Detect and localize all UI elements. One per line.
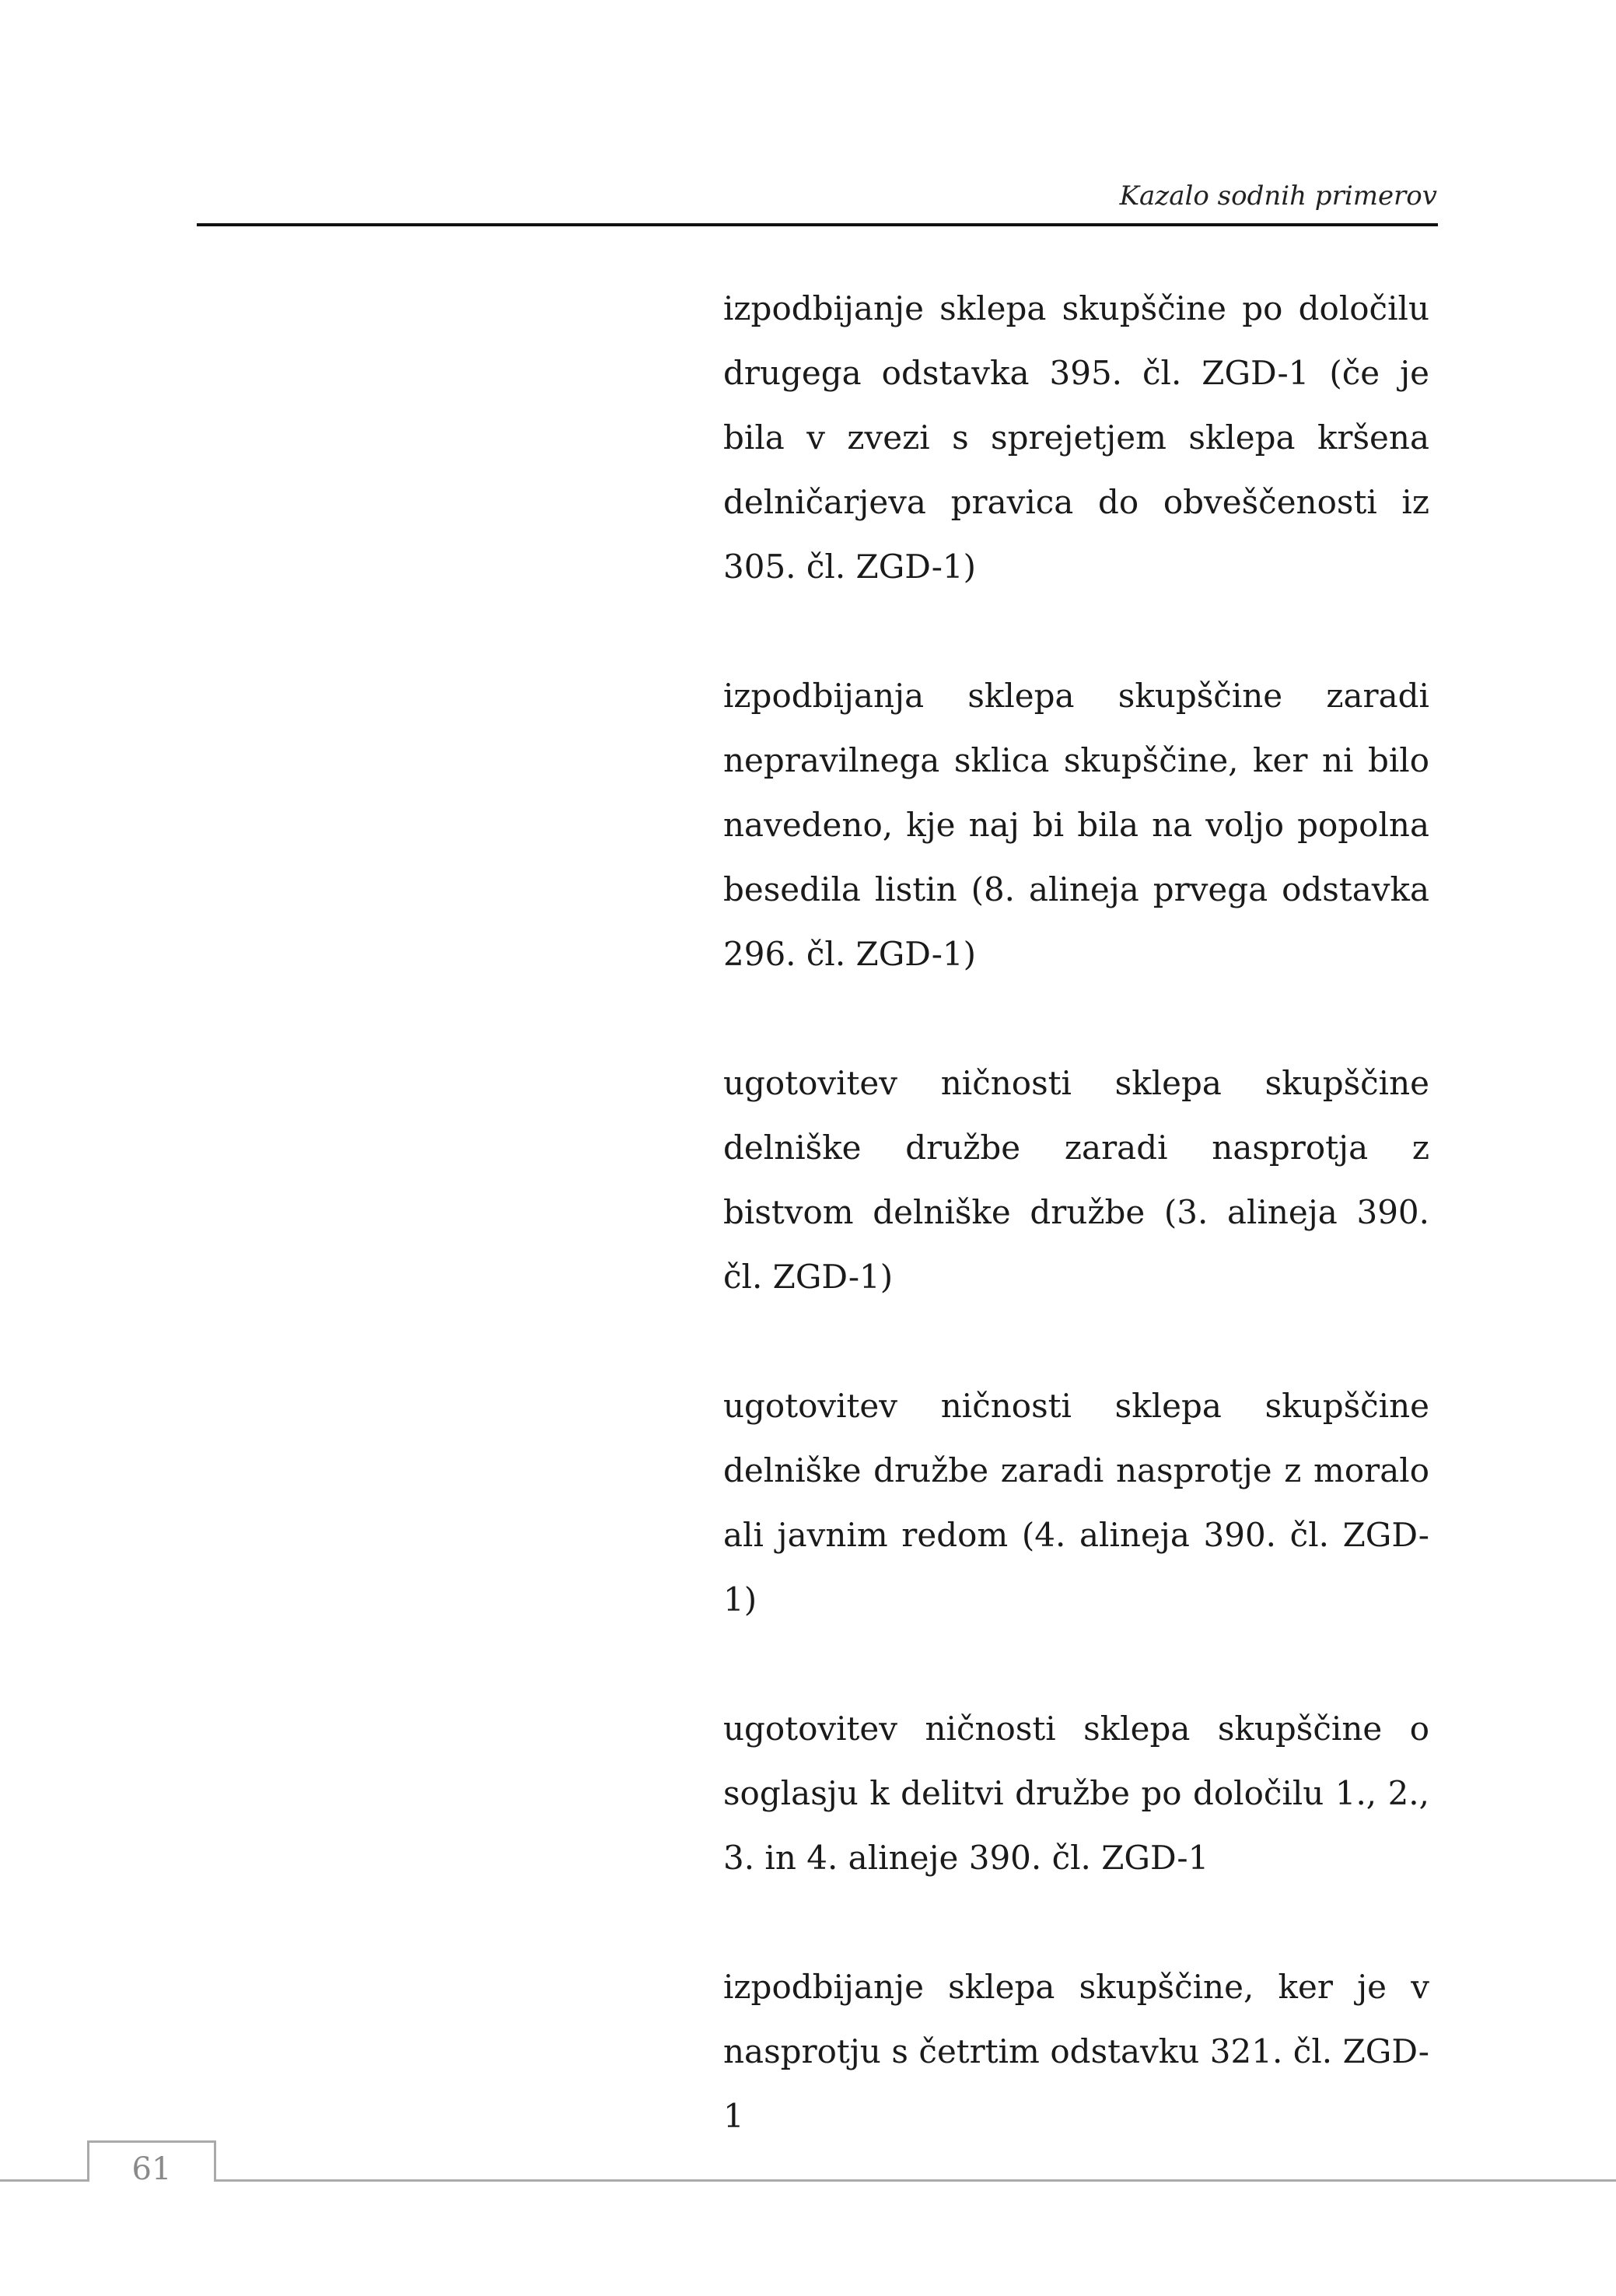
index-entry: izpodbijanje sklepa skupščine po določilu drugega odstavka 395. čl. ZGD-1 (če je bila v zvezi s sprejetjem sklepa kršena delničarjeva pravica do obveščenosti iz 305. čl. ZGD-1) <box>723 289 1429 586</box>
index-entry: ugotovitev ničnosti sklepa skupščine delniške družbe zaradi nasprotja z bistvom delniške družbe (3. alineja 390. čl. ZGD-1) <box>723 1064 1429 1296</box>
index-entry: izpodbijanja sklepa skupščine zaradi nepravilnega sklica skupščine, ker ni bilo navedeno, kje naj bi bila na voljo popolna besedila listin (8. alineja prvega odstavka 296. čl. ZGD-1) <box>723 677 1429 973</box>
footer-rule <box>216 2179 1616 2182</box>
running-header: Kazalo sodnih primerov <box>1119 180 1437 212</box>
page-number-tab <box>87 2140 216 2187</box>
index-entry: ugotovitev ničnosti sklepa skupščine delniške družbe zaradi nasprotje z moralo ali javnim redom (4. alineja 390. čl. ZGD-1) <box>723 1387 1429 1619</box>
header-rule <box>197 223 1438 226</box>
page-number: 61 <box>131 2151 172 2187</box>
case-index-entries <box>723 276 1429 2213</box>
index-entry: izpodbijanje sklepa skupščine, ker je v nasprotju s četrtim odstavku 321. čl. ZGD-1 <box>723 1968 1429 2135</box>
index-entry: ugotovitev ničnosti sklepa skupščine o soglasju k delitvi družbe po določilu 1., 2., 3. in 4. alineje 390. čl. ZGD-1 <box>723 1710 1429 1877</box>
footer-rule <box>0 2179 87 2182</box>
